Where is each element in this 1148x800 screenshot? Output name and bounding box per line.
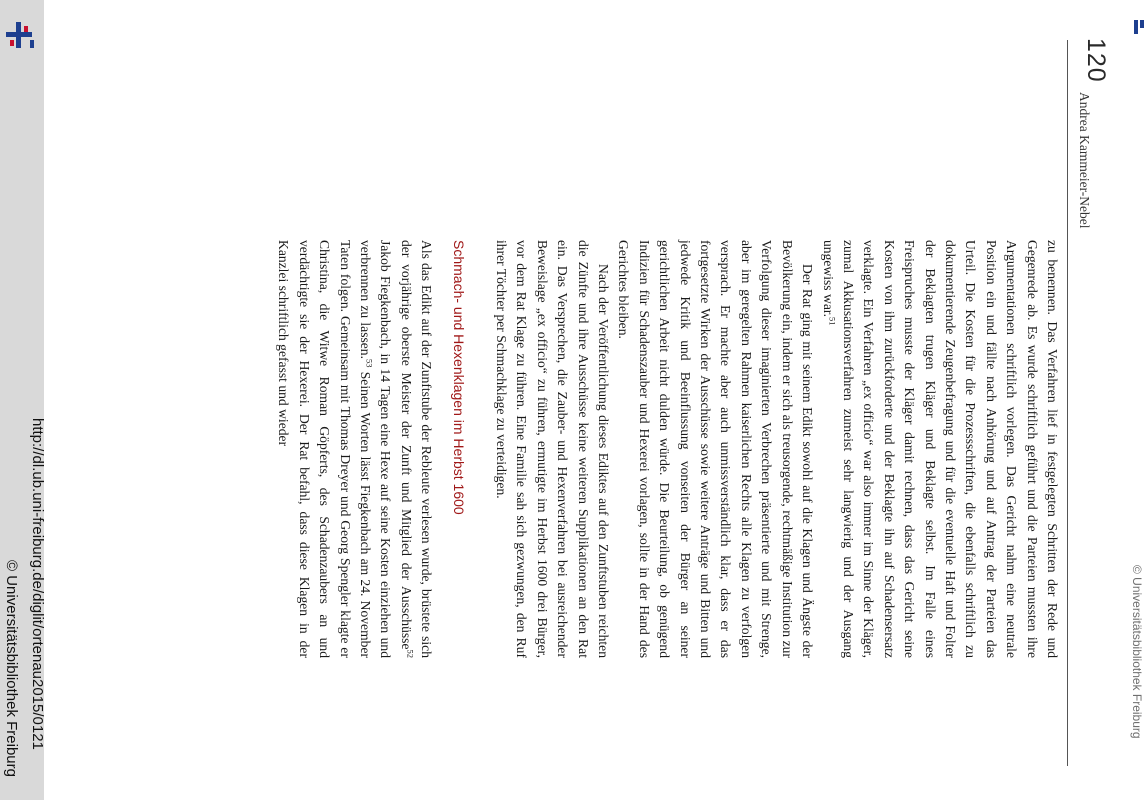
- paragraph-1: [817, 240, 1062, 658]
- paragraph-4-text-a: Als das Edikt auf der Zunftstube der Rebleute verlesen wurde, brüstete sich der vorjährige oberste Meister der Zunft und Mitglied der Ausschüsse: [398, 240, 435, 658]
- footnote-ref-51: 51: [827, 317, 838, 326]
- paragraph-4: [273, 240, 436, 658]
- section-heading: Schmach- und Hexenklagen im Herbst 1600: [450, 240, 467, 515]
- paragraph-2: Der Rat ging mit seinem Edikt sowohl auf die Klagen und Ängste der Bevölkerung ein, indem er sich als treusorgende, rechtmäßige Institution zur Verfolgung dieser imaginierten Verbrechen präsentierte und mit Strenge, aber im geregelten Rahmen kaiserlichen Rechts alle Klagen zu verfolgen versprach. Er machte aber auch unmissverständlich klar, dass er das fortgesetzte Wirken der Ausschüsse sowie weitere Anträge und Bitten und jedwede Kritik und Beeinflussung vonseiten der Bürger an seiner gerichtlichen Arbeit nicht dulden würde. Die Beurteilung, ob genügend Indizien für Schadenszauber und Hexerei vorlagen, sollte in der Hand des Gerichtes bleiben.: [616, 240, 816, 658]
- faded-copyright-stamp: © Universitätsbibliothek Freiburg: [1130, 565, 1144, 739]
- paragraph-1-text: zu benennen. Das Verfahren lief in festgelegten Schritten der Rede und Gegenrede ab. Es wurde schriftlich geführt und die Parteien mussten ihre Argumentationen schriftlich vorlegen. Das Gericht nahm eine neutrale Position ein und fällte nach Anhörung und auf Antrag der Parteien das Urteil. Die Kosten für die Prozessschriften, die ebenfalls schriftlich zu dokumentierende Zeugenbefragung und für die eventuelle Haft und Folter der Beklagten trugen Kläger und Beklagte selbst. Im Falle eines Freispruches musste der Kläger damit rechnen, dass das Gericht seine Kosten von ihm zurückforderte und der Beklagte ihn auf Schadensersatz verklagte. Ein Verfahren „ex officio“ war also immer im Sinne der Kläger, zumal Akkusationsverfahren zumeist sehr langwierig und der Ausgang ungewiss war.: [820, 240, 1060, 658]
- running-head-author: Andrea Kammeier-Nebel: [1077, 92, 1092, 229]
- copyright-notice: © Universitätsbibliothek Freiburg: [3, 560, 20, 777]
- page-number: 120: [1082, 38, 1110, 83]
- paragraph-4-text-b: Jakob Fiegkenbach, in 14 Tagen eine Hexe auf seine Kosten einziehen und verbrennen zu lassen.: [358, 240, 394, 658]
- header-rule: [1067, 40, 1068, 766]
- paragraph-4-text-c: Seinen Worten lässt Fiegkenbach am 24. November Taten folgen. Gemeinsam mit Thomas Dreyer und Georg Spengler klagte er Christina, die Witwe Roman Göpferts, des Schadenzaubers an und verdächtigte sie der Hexerei. Der Rat befahl, dass diese Klagen in der Kanzlei schriftlich gefasst und wieder: [276, 240, 373, 659]
- paragraph-3: Nach der Veröffentlichung dieses Ediktes auf den Zunftstuben reichten die Zünfte und ihre Ausschüsse keine weiteren Supplikationen an den Rat ein. Das Versprechen, die Zauber- und Hexenverfahren bei ausreichender Beweislage „ex officio“ zu führen, ermutigte im Herbst 1600 drei Bürger, vor dem Rat Klage zu führen. Eine Familie sah sich gezwungen, den Ruf ihrer Töchter per Schmachklage zu verteidigen.: [494, 240, 612, 658]
- body-text: [273, 240, 1062, 658]
- footnote-ref-52: 52: [405, 649, 416, 658]
- footnote-ref-53: 53: [364, 359, 375, 368]
- permalink-url[interactable]: http://dl.ub.uni-freiburg.de/diglit/ortenau2015/0121: [29, 418, 46, 750]
